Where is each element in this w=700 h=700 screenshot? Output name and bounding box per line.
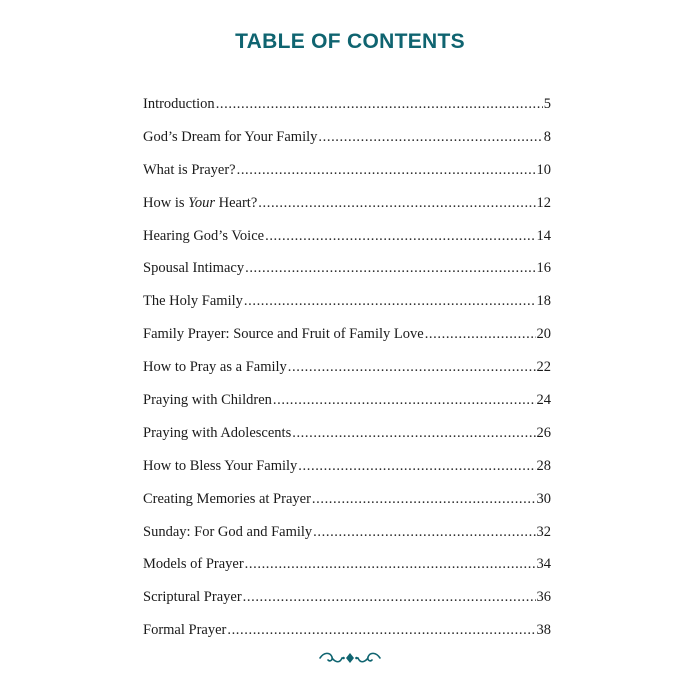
toc-entry-page: 24: [536, 392, 551, 409]
toc-entry-page: 8: [543, 128, 551, 145]
toc-entry-page: 22: [536, 359, 551, 376]
toc-entry: [143, 228, 551, 261]
toc-entry-title: Creating Memories at Prayer: [143, 490, 311, 507]
toc-entry: [143, 392, 551, 425]
dot-leader: [245, 260, 535, 277]
toc-entry: [143, 524, 551, 557]
toc-entry-page: 14: [536, 227, 551, 244]
toc-entry-title: Praying with Adolescents: [143, 424, 292, 441]
toc-entry-title: Models of Prayer: [143, 556, 244, 573]
dot-leader: [216, 96, 543, 113]
toc-entry-title: The Holy Family: [143, 293, 243, 310]
dot-leader: [265, 228, 535, 245]
toc-entry-title: How is Your Heart?: [143, 194, 258, 211]
toc-entry-title: How to Bless Your Family: [143, 457, 298, 474]
toc-entry: [143, 129, 551, 162]
toc-entry-page: 18: [536, 293, 551, 310]
toc-entry-page: 38: [536, 622, 551, 639]
toc-entry-title: Formal Prayer: [143, 622, 227, 639]
toc-entry-title: Sunday: For God and Family: [143, 523, 313, 540]
dot-leader: [273, 392, 536, 409]
toc-entry-title: How to Pray as a Family: [143, 359, 287, 376]
toc-entry: [143, 162, 551, 195]
toc-entry: [143, 425, 551, 458]
dot-leader: [312, 491, 536, 508]
dot-leader: [313, 524, 535, 541]
toc-entry-title: Scriptural Prayer: [143, 589, 242, 606]
toc-entry-page: 20: [536, 326, 551, 343]
dot-leader: [244, 293, 536, 310]
dot-leader: [298, 458, 535, 475]
toc-entry: [143, 491, 551, 524]
toc-entry-title: Praying with Children: [143, 392, 272, 409]
toc-entry-title: Family Prayer: Source and Fruit of Family Love: [143, 326, 424, 343]
toc-entry: [143, 359, 551, 392]
flourish-ornament-icon: [318, 651, 382, 665]
dot-leader: [245, 556, 536, 573]
dot-leader: [243, 589, 536, 606]
toc-entry: [143, 458, 551, 491]
toc-entry-page: 34: [536, 556, 551, 573]
toc-entry-page: 36: [536, 589, 551, 606]
toc-entry: [143, 195, 551, 228]
dot-leader: [318, 129, 542, 146]
dot-leader: [237, 162, 536, 179]
dot-leader: [288, 359, 536, 376]
toc-entry-page: 16: [536, 260, 551, 277]
toc-entry: [143, 260, 551, 293]
toc-entry-title: What is Prayer?: [143, 161, 236, 178]
toc-entry-page: 5: [543, 96, 551, 112]
toc-entry: [143, 556, 551, 589]
toc-entry: [143, 293, 551, 326]
toc-entry-page: 26: [536, 424, 551, 441]
toc-entry-page: 12: [536, 194, 551, 211]
toc-entry: [143, 96, 551, 129]
toc-entry-page: 30: [536, 490, 551, 507]
toc-entry-page: 28: [536, 457, 551, 474]
dot-leader: [292, 425, 535, 442]
toc-list: [143, 96, 551, 655]
dot-leader: [425, 326, 536, 343]
toc-entry-page: 32: [536, 523, 551, 540]
toc-entry: [143, 326, 551, 359]
toc-entry-title: God’s Dream for Your Family: [143, 128, 318, 145]
dot-leader: [258, 195, 535, 212]
dot-leader: [227, 622, 535, 639]
toc-entry: [143, 589, 551, 622]
toc-entry-title: Introduction: [143, 96, 215, 112]
toc-entry-title: Hearing God’s Voice: [143, 227, 265, 244]
page-title: TABLE OF CONTENTS: [235, 30, 465, 53]
toc-entry-page: 10: [536, 161, 551, 178]
toc-entry-title: Spousal Intimacy: [143, 260, 245, 277]
